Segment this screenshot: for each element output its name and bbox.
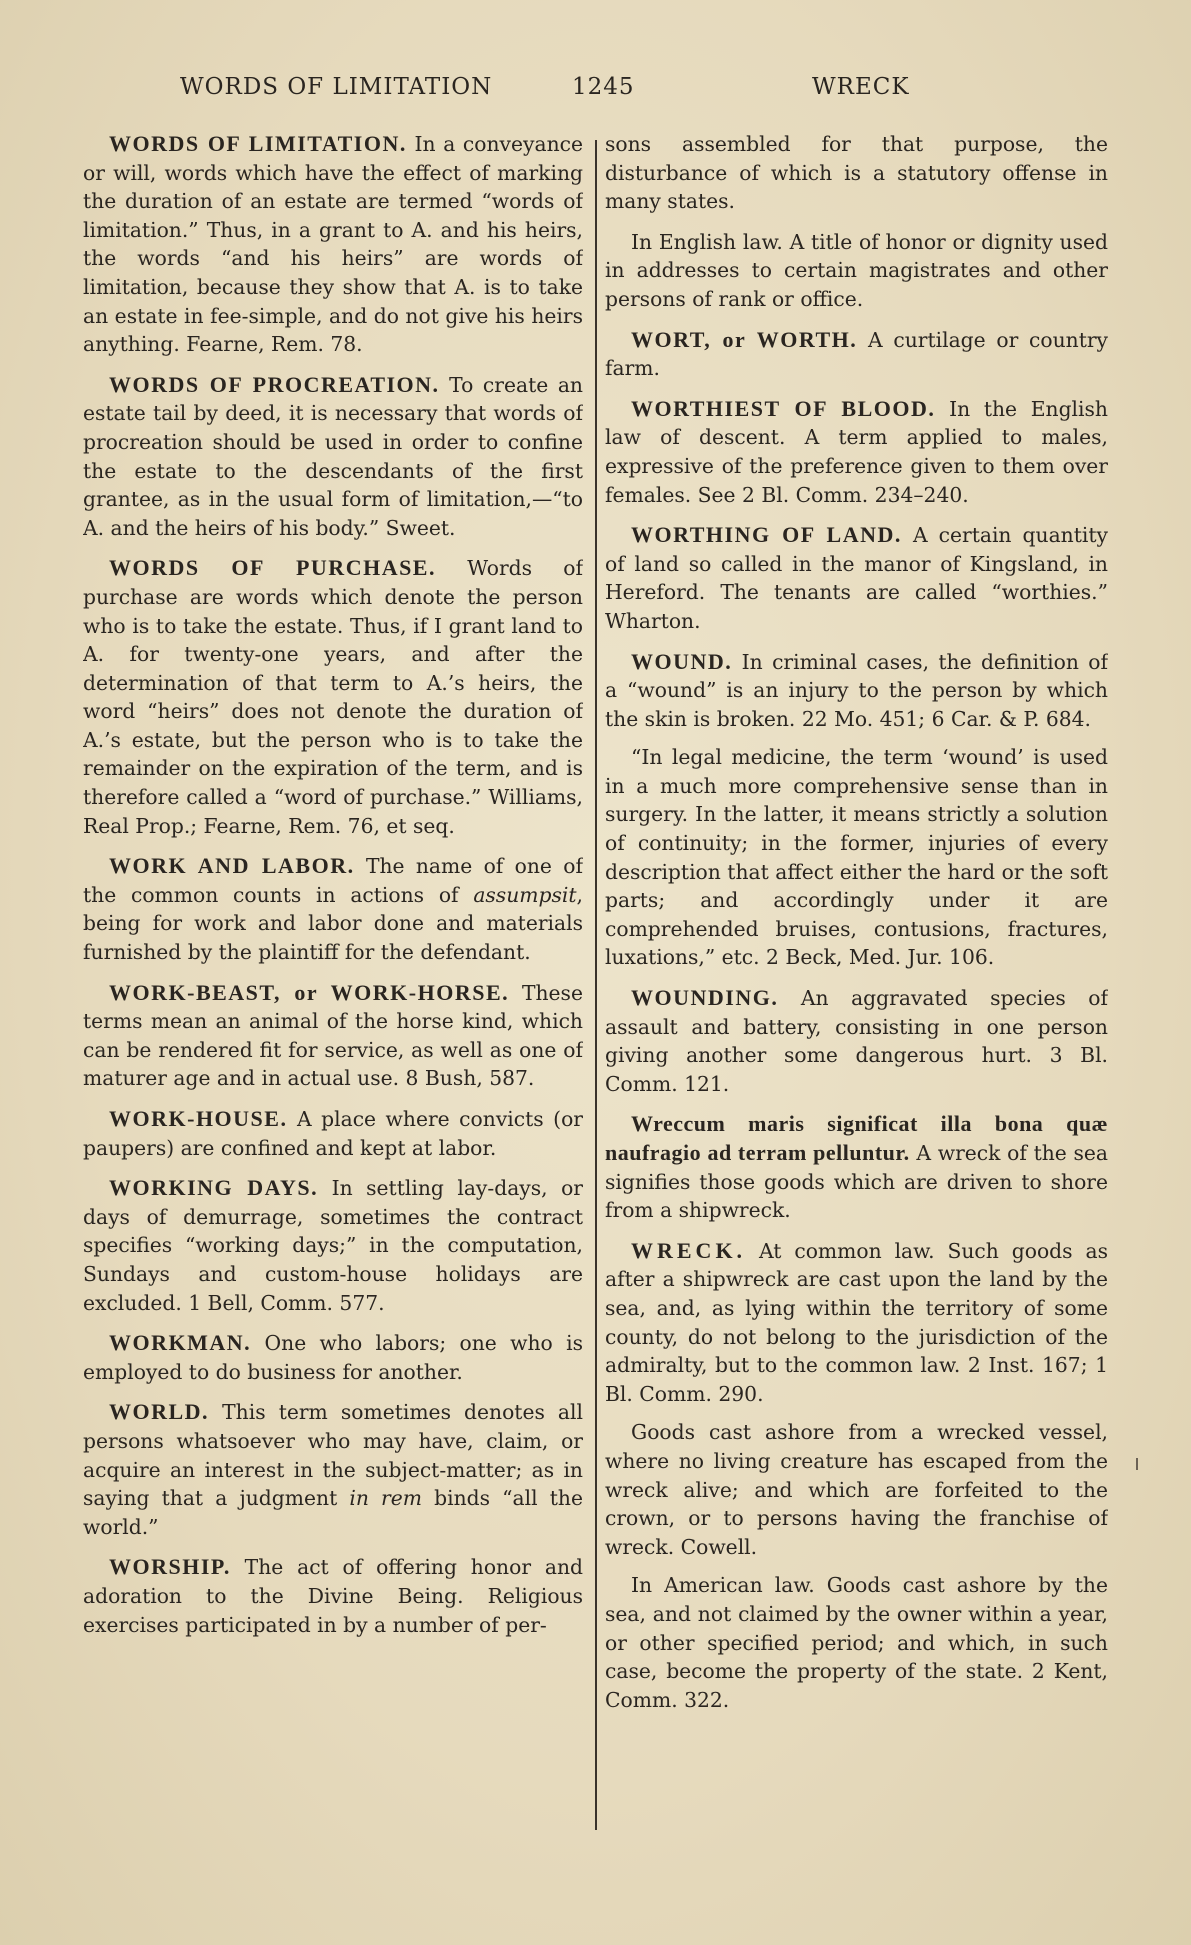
entry-definition: A certain quantity of land so called in the manor of Kingsland, in Hereford. The tenants are called “worthies.” Wharton. bbox=[605, 523, 1108, 633]
worship-english-law: In English law. A title of honor or dignity used in addresses to certain magistrates and other persons of rank or office. bbox=[605, 229, 1108, 311]
wreck-goods-cast-ashore: Goods cast ashore from a wrecked vessel, where no living creature has escaped from the wreck alive; and which are forfeited to the crown, or to persons having the franchise of wreck. Cowell. bbox=[605, 1420, 1108, 1559]
entry-definition-part: This term sometimes denotes all persons whatsoever who may have, claim, or acquire an interest in the subject-matter; as in saying that a judgment bbox=[83, 1400, 583, 1511]
entry-wounding bbox=[605, 984, 1108, 1098]
wound-legal-medicine: “In legal medicine, the term ‘wound’ is used in a much more comprehensive sense than in surgery. In the latter, it means strictly a solution of continuity; in the former, injuries of every description that affect either the hard or the soft parts; and accordingly under it are comprehended bruises, contusions, fractures, luxations,” etc. 2 Beck, Med. Jur. 106. bbox=[605, 745, 1108, 970]
entry-wound bbox=[605, 648, 1108, 734]
entry-headword: WORK AND LABOR. bbox=[109, 853, 355, 879]
entry-definition-part: , being for work and labor done and materials furnished by the plaintiff for the defendant. bbox=[83, 882, 583, 965]
entry-headword: Wreccum maris significat illa bona quæ naufragio ad terram pelluntur. bbox=[605, 1111, 1108, 1165]
entry-headword: WORDS OF PURCHASE. bbox=[109, 555, 436, 581]
entry-definition: In criminal cases, the definition of a “wound” is an injury to the person by which the skin is broken. 22 Mo. 451; 6 Car. & P. 684. bbox=[605, 649, 1108, 731]
right-column bbox=[605, 130, 1108, 1830]
entry-wreccum-maris bbox=[605, 1110, 1108, 1224]
entry-worthiest-of-blood bbox=[605, 395, 1108, 509]
entry-italic-term: in rem bbox=[349, 1486, 422, 1511]
entry-definition: A place where convicts (or paupers) are confined and kept at labor. bbox=[83, 1107, 583, 1160]
entry-working-days bbox=[83, 1174, 583, 1317]
entry-headword: WORK-BEAST, or WORK-HORSE. bbox=[109, 979, 510, 1005]
entry-world bbox=[83, 1398, 583, 1541]
entry-words-of-procreation bbox=[83, 371, 583, 543]
entry-definition: The act of offering honor and adoration to the Divine Being. Religious exercises participated in by a number of per- bbox=[83, 1555, 583, 1637]
entry-italic-term: assumpsit bbox=[473, 882, 577, 907]
entry-definition: In a conveyance or will, words which have the effect of marking the duration of an estate are termed “words of limitation.” Thus, in a grant to A. and his heirs, the words “and his heirs” are words of limitation, because they show that A. is to take an estate in fee-simple, and do not give his heirs anything. Fearne, Rem. 78. bbox=[83, 132, 583, 357]
entry-definition: At common law. Such goods as after a shipwreck are cast upon the land by the sea, and, as lying within the territory of some county, do not belong to the jurisdiction of the admiralty, but to the common law. 2 Inst. 167; 1 Bl. Comm. 290. bbox=[605, 1238, 1108, 1406]
margin-mark bbox=[1136, 1458, 1138, 1470]
entry-headword: WORTHING OF LAND. bbox=[631, 522, 902, 548]
running-header bbox=[0, 74, 1191, 114]
entry-wreck bbox=[605, 1237, 1108, 1409]
column-divider bbox=[595, 140, 597, 1830]
entry-definition: To create an estate tail by deed, it is necessary that words of procreation should be used in order to confine the estate to the descendants of the first grantee, as in the usual form of limitation,—“to A. and the heirs of his body.” Sweet. bbox=[83, 372, 583, 540]
entry-wort bbox=[605, 326, 1108, 383]
entry-headword: WORT, or WORTH. bbox=[631, 326, 858, 352]
entry-definition: One who labors; one who is employed to do business for another. bbox=[83, 1331, 583, 1384]
entry-definition: Words of purchase are words which denote the person who is to take the estate. Thus, if I grant land to A. for twenty-one years, and after the determination of that term to A.’s heirs, the word “heirs” does not denote the duration of A.’s estate, but the person who is to take the remainder on the expiration of the term, and is therefore called a “word of purchase.” Williams, Real Prop.; Fearne, Rem. 76, et seq. bbox=[83, 556, 583, 838]
entry-headword: WORDS OF PROCREATION. bbox=[109, 371, 440, 397]
entry-worthing-of-land bbox=[605, 521, 1108, 635]
entry-headword: WORKING DAYS. bbox=[109, 1175, 319, 1201]
entry-definition-part: The name of one of the common counts in actions of bbox=[83, 854, 583, 907]
entry-headword: WORSHIP. bbox=[109, 1554, 231, 1580]
entry-headword: WORK-HOUSE. bbox=[109, 1106, 288, 1131]
wreck-american-law: In American law. Goods cast ashore by the sea, and not claimed by the owner within a year, or other specified period; and which, in such case, become the property of the state. 2 Kent, Comm. 322. bbox=[605, 1573, 1108, 1712]
entry-definition: In the English law of descent. A term applied to males, expressive of the preference given to them over females. See 2 Bl. Comm. 234–240. bbox=[605, 396, 1108, 507]
entry-definition: A wreck of the sea signifies those goods which are driven to shore from a shipwreck. bbox=[605, 1141, 1108, 1223]
entry-headword: WORTHIEST OF BLOOD. bbox=[631, 395, 936, 421]
entry-work-beast bbox=[83, 979, 583, 1093]
entry-definition: In settling lay-days, or days of demurrage, sometimes the contract specifies “working days;” in the computation, Sundays and custom-house holidays are excluded. 1 Bell, Comm. 577. bbox=[83, 1176, 583, 1315]
entry-workman bbox=[83, 1329, 583, 1386]
header-left-guideword: WORDS OF LIMITATION bbox=[180, 74, 493, 100]
entry-work-house bbox=[83, 1105, 583, 1162]
worship-continuation: sons assembled for that purpose, the disturbance of which is a statutory offense in many states. bbox=[605, 132, 1108, 214]
page-number: 1245 bbox=[572, 74, 635, 100]
entry-definition: An aggravated species of assault and battery, consisting in one person giving another some dangerous hurt. 3 Bl. Comm. 121. bbox=[605, 986, 1108, 1096]
entry-headword: WORDS OF LIMITATION. bbox=[109, 131, 407, 156]
entry-work-and-labor bbox=[83, 852, 583, 966]
entry-headword: WOUND. bbox=[631, 648, 733, 674]
entry-headword: WORLD. bbox=[109, 1399, 210, 1425]
header-right-guideword: WRECK bbox=[812, 74, 910, 100]
entry-headword: WRECK. bbox=[631, 1237, 747, 1263]
left-column bbox=[83, 130, 583, 1830]
entry-words-of-purchase bbox=[83, 554, 583, 840]
entry-definition-part: binds “all the world.” bbox=[83, 1486, 583, 1539]
entry-definition: These terms mean an animal of the horse kind, which can be rendered fit for service, as well as one of maturer age and in actual use. 8 Bush, 587. bbox=[83, 980, 583, 1091]
entry-worship bbox=[83, 1553, 583, 1639]
entry-definition: A curtilage or country farm. bbox=[605, 327, 1108, 381]
entry-headword: WORKMAN. bbox=[109, 1330, 252, 1356]
entry-headword: WOUNDING. bbox=[631, 985, 779, 1011]
entry-words-of-limitation bbox=[83, 130, 583, 359]
